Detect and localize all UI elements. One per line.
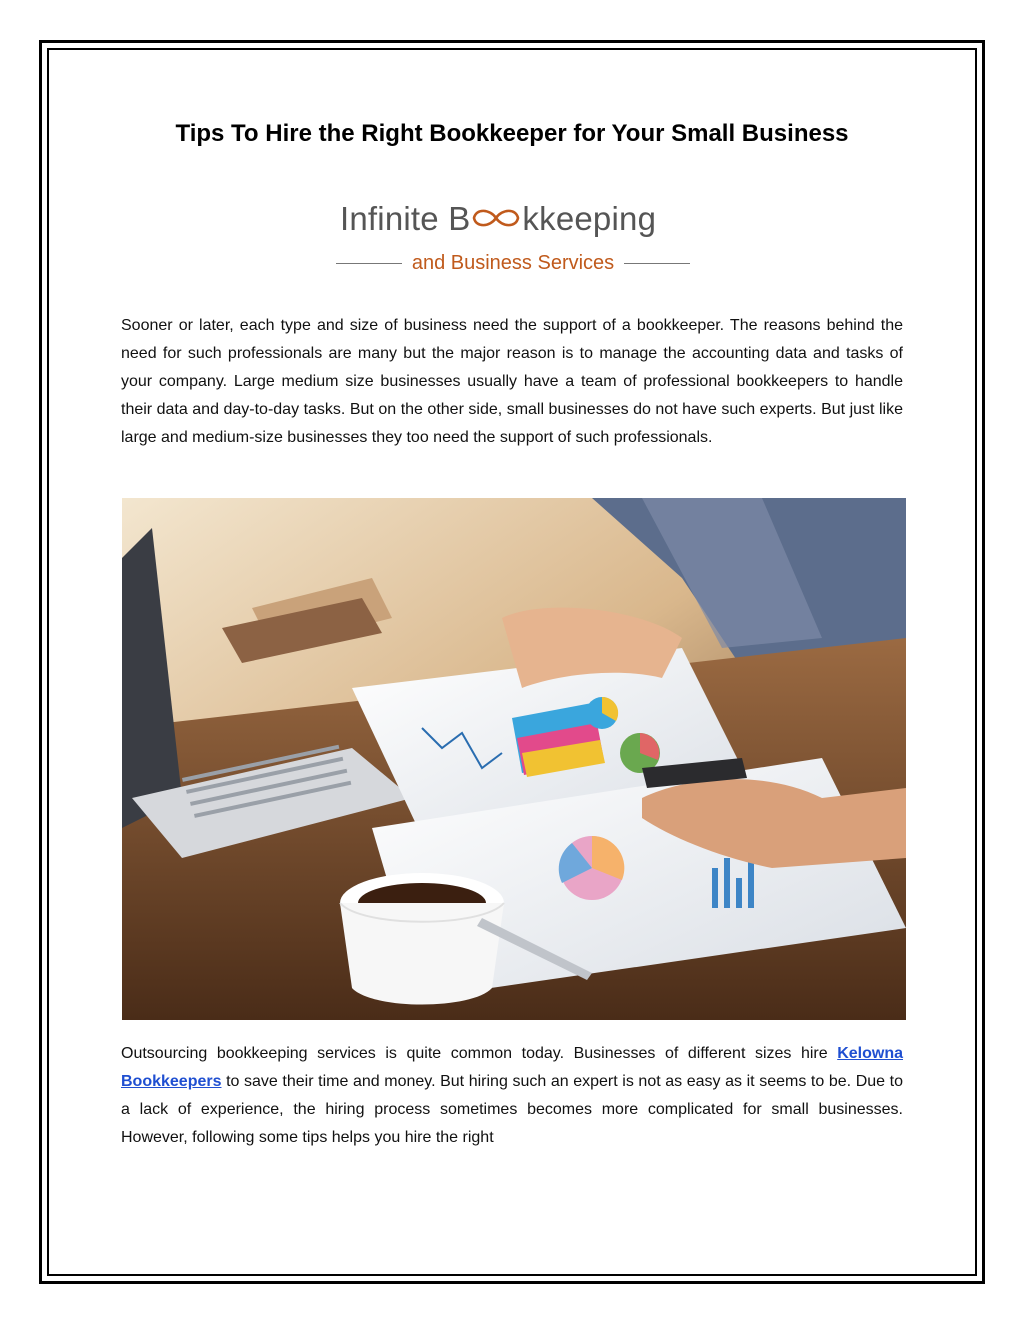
paragraph-text-after-link: to save their time and money. But hiring such an expert is not as easy as it seems to be. Due to a lack of experience, the hiring process sometimes becomes more complicated for small businesses. However, following some tips helps you hire the right [121, 1073, 903, 1146]
logo-rule-right [624, 263, 690, 264]
infinity-icon [470, 205, 522, 231]
logo-name-part-1: Infinite B [340, 200, 471, 237]
paragraph-text-before-link: Outsourcing bookkeeping services is quite common today. Businesses of different sizes hire [121, 1045, 838, 1062]
company-logo [336, 200, 690, 280]
photo-illustration [122, 498, 906, 1020]
kelowna-bookkeepers-link[interactable]: Kelowna Bookkeepers [121, 1045, 903, 1090]
outsourcing-paragraph [121, 1040, 903, 1152]
business-meeting-photo [122, 498, 906, 1020]
logo-wordmark [340, 200, 656, 238]
logo-name-part-2: kkeeping [522, 200, 657, 237]
intro-paragraph: Sooner or later, each type and size of business need the support of a bookkeeper. The reasons behind the need for such professionals are many but the major reason is to manage the accounting data and tasks of your company. Large medium size businesses usually have a team of professional bookkeepers to handle their data and day-to-day tasks. But on the other side, small businesses do not have such experts. But just like large and medium-size businesses they too need the support of such professionals. [121, 317, 903, 446]
logo-rule-left [336, 263, 402, 264]
document-title: Tips To Hire the Right Bookkeeper for Your Small Business [175, 120, 849, 147]
logo-tagline-row [336, 250, 690, 276]
logo-tagline: and Business Services [411, 251, 615, 274]
